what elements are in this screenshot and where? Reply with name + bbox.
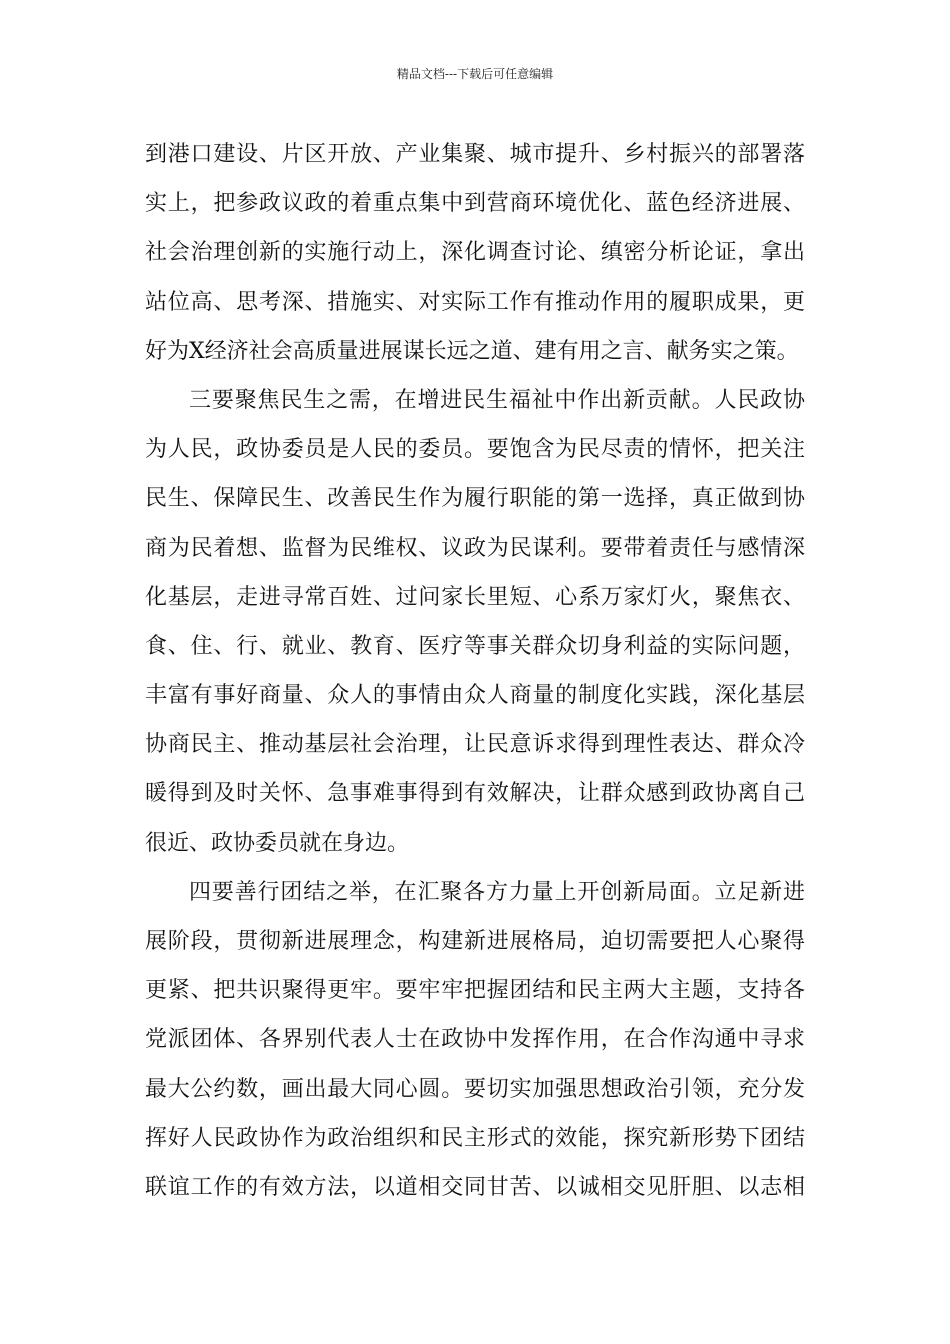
text-line: 为人民，政协委员是人民的委员。要饱含为民尽责的情怀，把关注 [145, 437, 805, 463]
text-line: 挥好人民政协作为政治组织和民主形式的效能，探究新形势下团结 [145, 1125, 805, 1151]
text-line: 到港口建设、片区开放、产业集聚、城市提升、乡村振兴的部署落 [145, 142, 805, 167]
text-line: 协商民主、推动基层社会治理，让民意诉求得到理性表达、群众冷 [145, 732, 805, 758]
text-line: 暖得到及时关怀、急事难事得到有效解决，让群众感到政协离自己 [145, 781, 805, 807]
text-line: 展阶段，贯彻新进展理念，构建新进展格局，迫切需要把人心聚得 [145, 929, 805, 954]
text-line: 站位高、思考深、措施实、对实际工作有推动作用的履职成果，更 [145, 289, 805, 315]
text-line: 更紧、把共识聚得更牢。要牢牢把握团结和民主两大主题，支持各 [145, 978, 805, 1004]
text-line: 联谊工作的有效方法，以道相交同甘苦、以诚相交见肝胆、以志相 [145, 1174, 805, 1200]
text-line: 好为X经济社会高质量进展谋长远之道、建有用之言、献务实之策。 [145, 338, 799, 364]
text-line: 党派团体、各界别代表人士在政协中发挥作用，在合作沟通中寻求 [145, 1027, 805, 1053]
document-body [145, 130, 805, 1212]
text-line: 食、住、行、就业、教育、医疗等事关群众切身利益的实际问题， [145, 633, 805, 659]
text-line: 化基层，走进寻常百姓、过问家长里短、心系万家灯火，聚焦衣、 [145, 584, 805, 610]
text-line: 丰富有事好商量、众人的事情由众人商量的制度化实践，深化基层 [145, 683, 805, 709]
text-line: 实上，把参政议政的着重点集中到营商环境优化、蓝色经济进展、 [145, 191, 805, 217]
text-line: 社会治理创新的实施行动上，深化调查讨论、缜密分析论证，拿出 [145, 240, 805, 266]
paragraph-start-line: 四要善行团结之举，在汇聚各方力量上开创新局面。立足新进 [189, 879, 805, 905]
text-line: 商为民着想、监督为民维权、议政为民谋利。要带着责任与感情深 [145, 535, 805, 561]
text-line: 很近、政协委员就在身边。 [145, 830, 410, 856]
text-line: 最大公约数，画出最大同心圆。要切实加强思想政治引领，充分发 [145, 1076, 805, 1102]
text-line: 民生、保障民生、改善民生作为履行职能的第一选择，真正做到协 [145, 486, 805, 512]
page-header: 精品文档---下载后可任意编辑 [396, 67, 554, 81]
paragraph-start-line: 三要聚焦民生之需，在增进民生福祉中作出新贡献。人民政协 [189, 387, 805, 413]
